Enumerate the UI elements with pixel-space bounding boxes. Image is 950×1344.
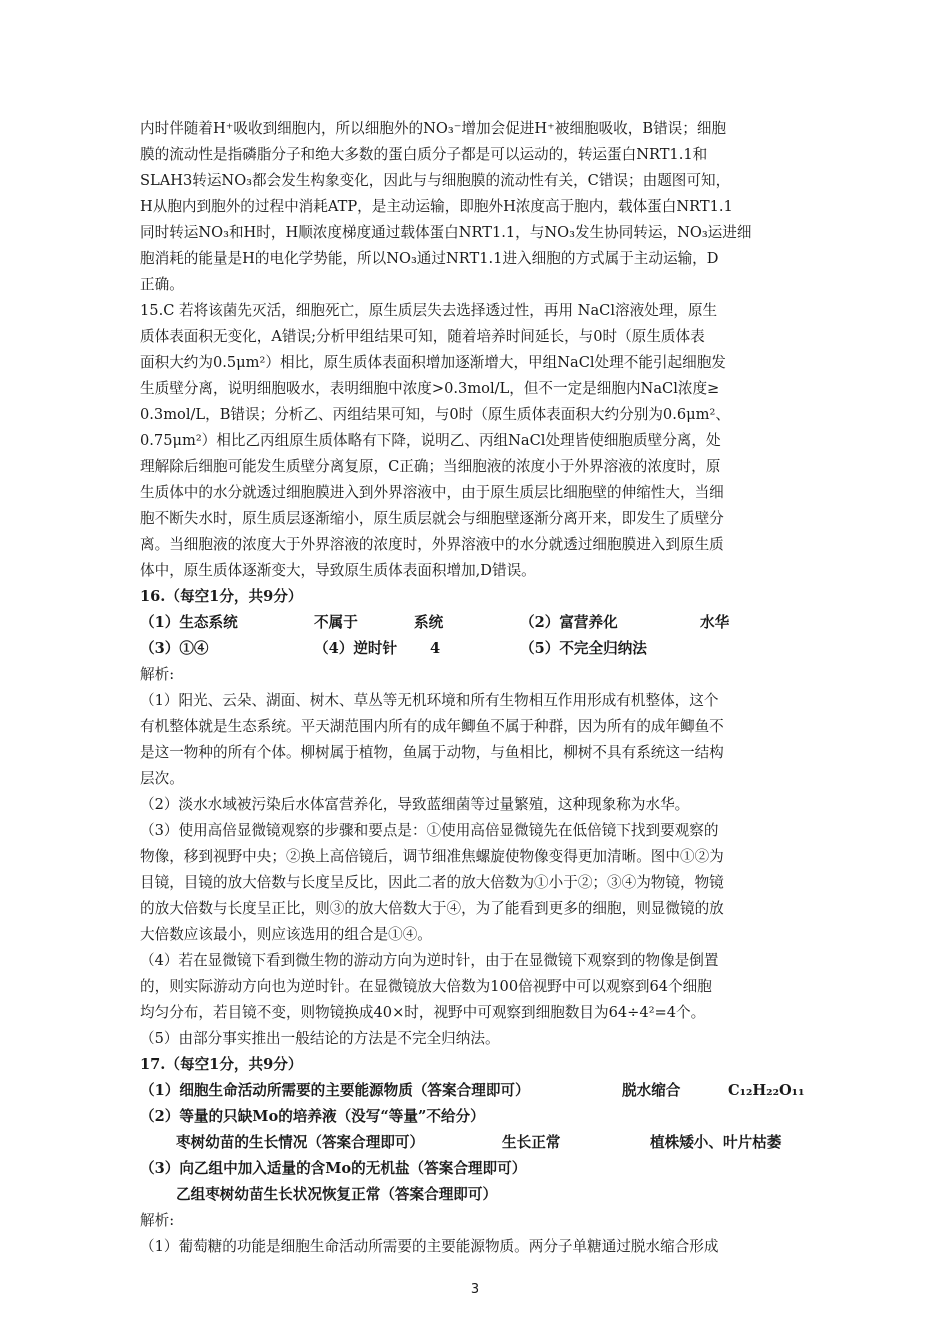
q15-line: 体中，原生质体逐渐变大，导致原生质体表面积增加,D错误。 (140, 562, 536, 579)
answer-cell: C₁₂H₂₂O₁₁ (728, 1082, 805, 1099)
analysis-line: 的放大倍数与长度呈正比，则③的放大倍数大于④，为了能看到更多的细胞，则显微镜的放 (140, 900, 724, 917)
q17-answer-row (140, 1130, 820, 1156)
analysis-line: 的，则实际游动方向也为逆时针。在显微镜放大倍数为100倍视野中可以观察到64个细胞 (140, 978, 712, 995)
text-line: SLAH3转运NO₃都会发生构象变化，因此与与细胞膜的流动性有关，C错误；由题图可知， (140, 172, 731, 189)
text-line: 胞消耗的能量是H的电化学势能，所以NO₃通过NRT1.1进入细胞的方式属于主动运输，D (140, 250, 719, 267)
answer-cell: （3）①④ (140, 640, 209, 657)
answer-cell: （4）逆时针 (314, 640, 398, 657)
answer-cell: 系统 (414, 614, 444, 631)
analysis-line: （4）若在显微镜下看到微生物的游动方向为逆时针，由于在显微镜下观察到的物像是倒置 (140, 952, 719, 969)
q15-line: 生质壁分离，说明细胞吸水，表明细胞中浓度>0.3mol/L，但不一定是细胞内NaCl浓度≥ (140, 380, 720, 397)
q15-line: 质体表面积无变化，A错误;分析甲组结果可知，随着培养时间延长，与0时（原生质体表 (140, 328, 705, 345)
text-line: 膜的流动性是指磷脂分子和绝大多数的蛋白质分子都是可以运动的，转运蛋白NRT1.1和 (140, 146, 708, 163)
text-line: 同时转运NO₃和H时，H顺浓度梯度通过载体蛋白NRT1.1，与NO₃发生协同转运，NO₃运进细 (140, 224, 752, 241)
q15-line: 离。当细胞液的浓度大于外界溶液的浓度时，外界溶液中的水分就透过细胞膜进入到原生质 (140, 536, 724, 553)
analysis-line: （2）淡水水域被污染后水体富营养化，导致蓝细菌等过量繁殖，这种现象称为水华。 (140, 796, 690, 813)
q17-answer-row: （3）向乙组中加入适量的含Mo的无机盐（答案合理即可） (140, 1160, 527, 1177)
q15-line: 理解除后细胞可能发生质壁分离复原，C正确；当细胞液的浓度小于外界溶液的浓度时，原 (140, 458, 721, 475)
answer-cell: （1）细胞生命活动所需要的主要能源物质（答案合理即可） (140, 1082, 530, 1099)
q16-answer-row (140, 610, 820, 636)
analysis-label: 解析: (140, 1212, 175, 1229)
q17-heading: 17.（每空1分，共9分） (140, 1056, 303, 1073)
answer-cell: 植株矮小、叶片枯萎 (650, 1134, 782, 1151)
q15-line: 0.75μm²）相比乙丙组原生质体略有下降，说明乙、丙组NaCl处理皆使细胞质壁分离，处 (140, 432, 721, 449)
q15-line: 胞不断失水时，原生质层逐渐缩小，原生质层就会与细胞壁逐渐分离开来，即发生了质壁分 (140, 510, 724, 527)
q15-line: 15.C 若将该菌先灭活，细胞死亡，原生质层失去选择透过性，再用 NaCl溶液处理，原生 (140, 302, 718, 319)
answer-cell: 不属于 (314, 614, 358, 631)
answer-cell: 4 (430, 640, 441, 657)
text-line: H从胞内到胞外的过程中消耗ATP，是主动运输，即胞外H浓度高于胞内，载体蛋白NRT1.1 (140, 198, 733, 215)
q17-answer-row: 乙组枣树幼苗生长状况恢复正常（答案合理即可） (176, 1186, 498, 1203)
q16-answer-row (140, 636, 820, 662)
analysis-line: 大倍数应该最小，则应该选用的组合是①④。 (140, 926, 432, 943)
answer-cell: （1）生态系统 (140, 614, 238, 631)
analysis-line: 有机整体就是生态系统。平天湖范围内所有的成年鲫鱼不属于种群，因为所有的成年鲫鱼不 (140, 718, 724, 735)
analysis-line: （5）由部分事实推出一般结论的方法是不完全归纳法。 (140, 1030, 500, 1047)
text-line: 正确。 (140, 276, 184, 293)
analysis-line: （1）葡萄糖的功能是细胞生命活动所需要的主要能源物质。两分子单糖通过脱水缩合形成 (140, 1238, 719, 1255)
analysis-line: 均匀分布，若目镜不变，则物镜换成40×时，视野中可观察到细胞数目为64÷4²=4个。 (140, 1004, 706, 1021)
analysis-line: 目镜，目镜的放大倍数与长度呈反比，因此二者的放大倍数为①小于②；③④为物镜，物镜 (140, 874, 724, 891)
analysis-label: 解析: (140, 666, 175, 683)
analysis-line: 层次。 (140, 770, 184, 787)
answer-cell: 脱水缩合 (622, 1082, 681, 1099)
analysis-line: 是这一物种的所有个体。柳树属于植物，鱼属于动物，与鱼相比，柳树不具有系统这一结构 (140, 744, 724, 761)
analysis-line: （3）使用高倍显微镜观察的步骤和要点是：①使用高倍显微镜先在低倍镜下找到要观察的 (140, 822, 719, 839)
answer-cell: 枣树幼苗的生长情况（答案合理即可） (176, 1134, 425, 1151)
q15-line: 生质体中的水分就透过细胞膜进入到外界溶液中，由于原生质层比细胞壁的伸缩性大，当细 (140, 484, 724, 501)
answer-cell: （2）富营养化 (520, 614, 618, 631)
q16-heading: 16.（每空1分，共9分） (140, 588, 303, 605)
q17-answer-row: （2）等量的只缺Mo的培养液（没写“等量”不给分） (140, 1108, 485, 1125)
analysis-line: （1）阳光、云朵、湖面、树木、草丛等无机环境和所有生物相互作用形成有机整体，这个 (140, 692, 719, 709)
q17-answer-row (140, 1078, 820, 1104)
analysis-line: 物像，移到视野中央；②换上高倍镜后，调节细准焦螺旋使物像变得更加清晰。图中①②为 (140, 848, 724, 865)
answer-cell: 水华 (700, 614, 730, 631)
answer-cell: （5）不完全归纳法 (520, 640, 647, 657)
q15-line: 面积大约为0.5μm²）相比，原生质体表面积增加逐渐增大，甲组NaCl处理不能引起细胞发 (140, 354, 726, 371)
q15-line: 0.3mol/L，B错误；分析乙、丙组结果可知，与0时（原生质体表面积大约分别为0.6μm²、 (140, 406, 730, 423)
text-line: 内时伴随着H⁺吸收到细胞内，所以细胞外的NO₃⁻增加会促进H⁺被细胞吸收，B错误；细胞 (140, 120, 727, 137)
page-number: 3 (470, 1282, 480, 1297)
answer-cell: 生长正常 (502, 1134, 561, 1151)
